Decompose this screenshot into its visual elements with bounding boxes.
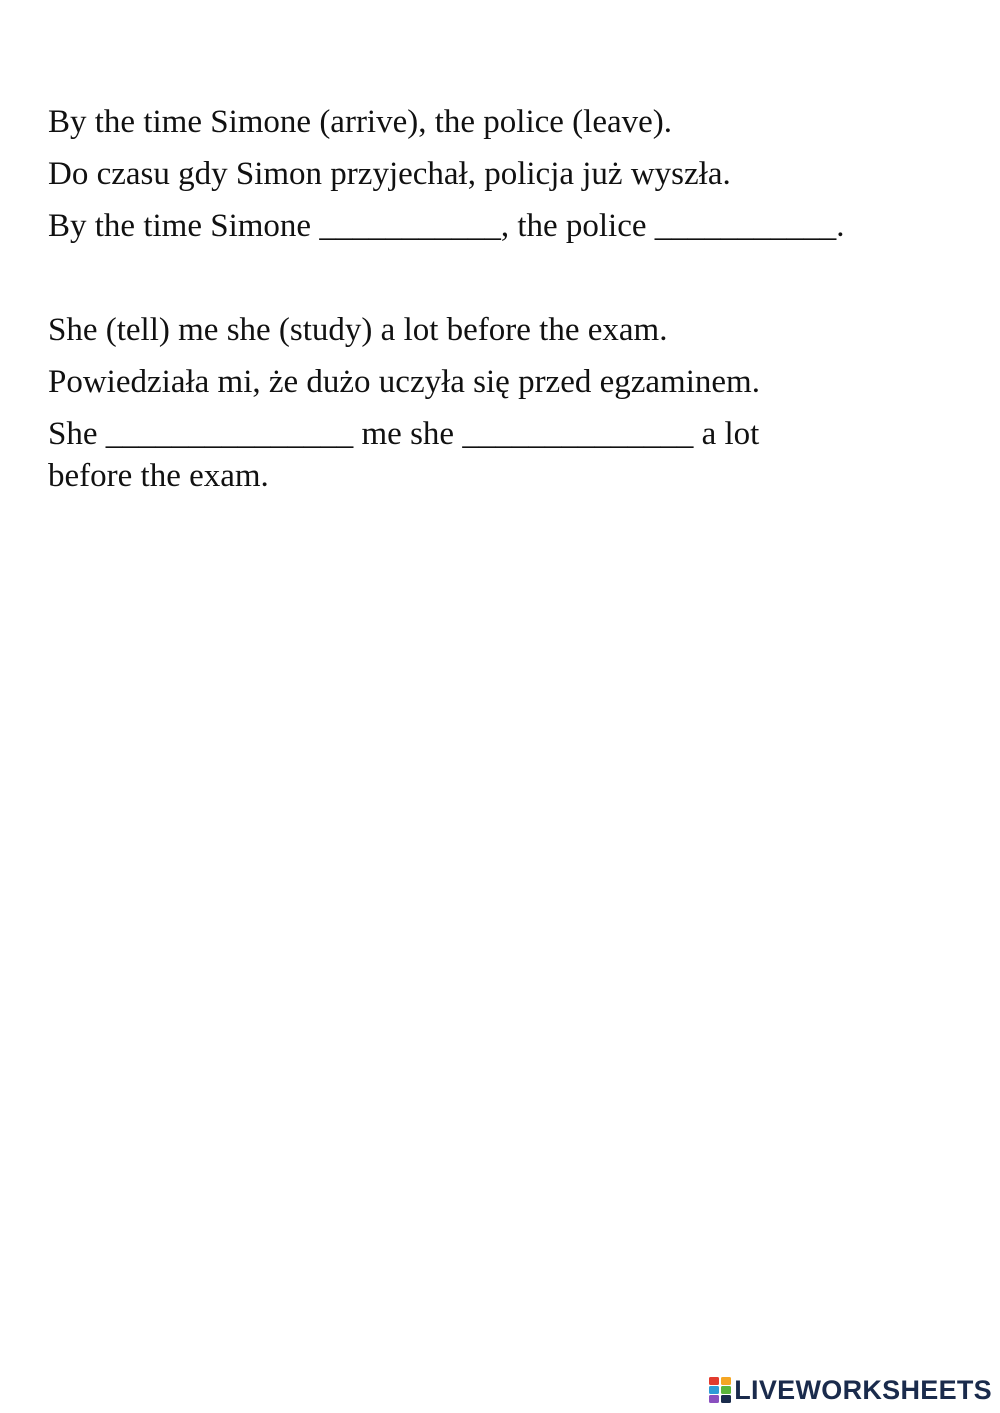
exercise2-translation: Powiedziała mi, że dużo uczyła się przed egzaminem.: [48, 364, 760, 400]
exercise1-blank-arrive[interactable]: ___________: [319, 208, 501, 244]
logo-block-5: [709, 1395, 719, 1403]
logo-block-3: [709, 1386, 719, 1394]
logo-block-4: [721, 1386, 731, 1394]
logo-block-1: [709, 1377, 719, 1385]
exercise2-blank-study[interactable]: ______________: [462, 416, 694, 452]
logo-block-6: [721, 1395, 731, 1403]
exercise2-gap-line: [48, 414, 759, 454]
exercise2-gap-text-1: She: [48, 416, 106, 452]
exercise2-gap-text-3: a lot: [693, 416, 760, 452]
exercise1-gap-line: [48, 206, 845, 246]
liveworksheets-logo-icon: [709, 1377, 731, 1403]
exercise2-sentence: She (tell) me she (study) a lot before the exam.: [48, 312, 668, 348]
exercise1-gap-text-2: , the police: [500, 208, 655, 244]
exercise1-blank-leave[interactable]: ___________: [654, 208, 837, 244]
liveworksheets-logo-text: LIVEWORKSHEETS: [734, 1375, 992, 1405]
exercise2-gap-continuation: before the exam.: [48, 458, 269, 494]
liveworksheets-watermark: [709, 1373, 992, 1407]
exercise2-blank-tell[interactable]: _______________: [105, 416, 354, 452]
exercise1-gap-text-1: By the time Simone: [48, 208, 320, 244]
exercise2-gap-text-2: me she: [353, 416, 463, 452]
exercise1-translation: Do czasu gdy Simon przyjechał, policja już wyszła.: [48, 156, 731, 192]
exercise1-sentence: By the time Simone (arrive), the police (leave).: [48, 104, 673, 140]
exercise1-gap-text-3: .: [836, 208, 845, 244]
logo-block-2: [721, 1377, 731, 1385]
